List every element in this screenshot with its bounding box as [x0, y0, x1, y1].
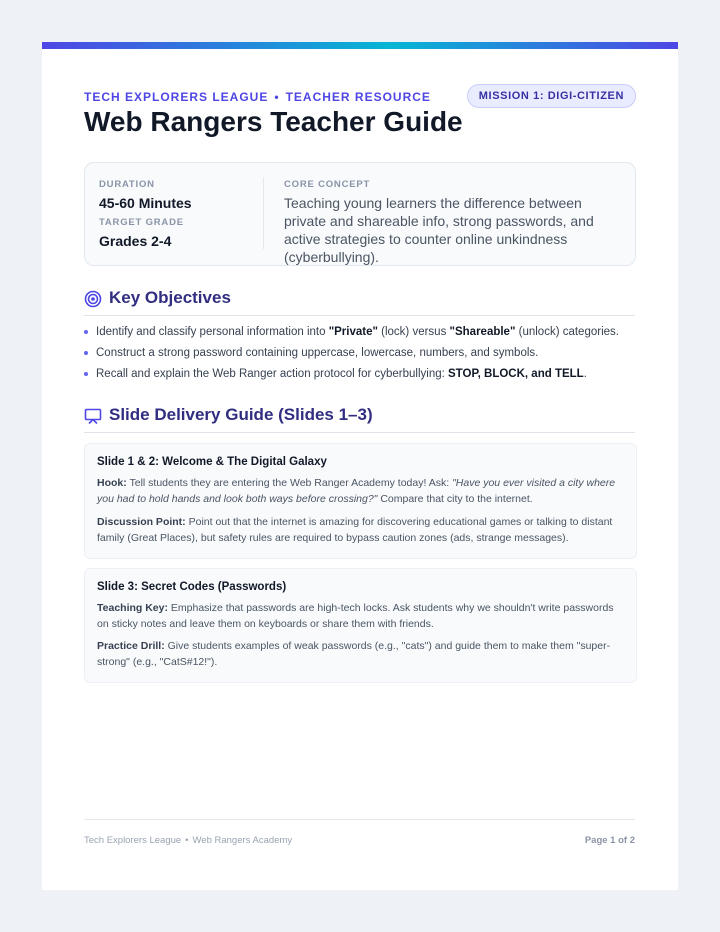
- teaching-key-paragraph: [97, 600, 617, 632]
- objective-text: .: [583, 368, 587, 380]
- page-title: Web Rangers Teacher Guide: [84, 106, 463, 137]
- objective-item: [84, 366, 644, 387]
- practice-drill-paragraph: [97, 638, 617, 670]
- slides-title: Slide Delivery Guide (Slides 1–3): [109, 405, 373, 424]
- discussion-paragraph: [97, 514, 617, 546]
- info-divider: [263, 177, 264, 249]
- target-icon: [84, 290, 102, 308]
- concept-text: Teaching young learners the difference between private and shareable info, strong passwords, and active strategies to counter online unkindness (cyberbullying).: [284, 195, 594, 265]
- footer-org-name: Tech Explorers League: [84, 835, 182, 846]
- duration-label: DURATION: [99, 179, 155, 190]
- practice-drill-text: Give students examples of weak passwords (e.g., "cats") and guide them to make them "super-strong" (e.g., "CatS#12!").: [97, 640, 611, 668]
- info-card: [84, 162, 636, 266]
- hook-text: Tell students they are entering the Web Ranger Academy today! Ask:: [126, 477, 453, 489]
- accent-bar: [42, 42, 678, 49]
- objective-bold: "Private": [328, 326, 378, 338]
- hook-label: Hook:: [97, 477, 127, 489]
- objective-bold: STOP, BLOCK, and TELL: [448, 368, 584, 380]
- eyebrow: [84, 90, 431, 104]
- footer-academy: Web Rangers Academy: [192, 835, 293, 846]
- objective-text: (lock) versus: [377, 326, 450, 338]
- objective-text: (unlock) categories.: [515, 326, 619, 338]
- duration-value: 45-60 Minutes: [99, 195, 192, 211]
- discussion-label: Discussion Point:: [97, 516, 186, 528]
- objective-text: Construct a strong password containing uppercase, lowercase, numbers, and symbols.: [96, 347, 539, 359]
- slides-header: [84, 402, 635, 433]
- objective-item: [84, 324, 644, 345]
- mission-badge: MISSION 1: DIGI-CITIZEN: [467, 84, 636, 108]
- presentation-icon: [84, 407, 102, 425]
- grade-value: Grades 2-4: [99, 233, 172, 249]
- footer-org: [84, 835, 292, 846]
- eyebrow-org: TECH EXPLORERS LEAGUE: [84, 90, 269, 104]
- discussion-text: Point out that the internet is amazing for discovering educational games or talking to distant family (Great Places), but safety rules are required to bypass caution zones (ads, strange messages).: [97, 516, 613, 544]
- hook-quote: "Have you ever visited a city where you had to hold hands and look both ways before crossing?": [97, 477, 616, 505]
- slide-card-title: Slide 3: Secret Codes (Passwords): [97, 581, 287, 593]
- objectives-title: Key Objectives: [109, 288, 231, 307]
- teaching-key-text: Emphasize that passwords are high-tech locks. Ask students why we shouldn't write passwords on sticky notes and leave them on keyboards or share them with friends.: [97, 602, 614, 630]
- document-page: [42, 42, 678, 890]
- eyebrow-separator: •: [274, 90, 280, 104]
- objective-text: Recall and explain the Web Ranger action protocol for cyberbullying:: [96, 368, 449, 380]
- slide-card-2: [84, 568, 637, 683]
- objectives-header: [84, 285, 635, 316]
- footer-divider: [84, 819, 635, 820]
- objective-item: [84, 345, 644, 366]
- hook-text: Compare that city to the internet.: [377, 493, 533, 505]
- slide-card-title: Slide 1 & 2: Welcome & The Digital Galaxy: [97, 456, 327, 468]
- objective-text: Identify and classify personal information into: [96, 326, 329, 338]
- eyebrow-resource: TEACHER RESOURCE: [285, 90, 431, 104]
- practice-drill-label: Practice Drill:: [97, 640, 165, 652]
- objective-bold: "Shareable": [449, 326, 516, 338]
- slide-card-1: [84, 443, 637, 559]
- footer-separator: •: [185, 835, 189, 846]
- teaching-key-label: Teaching Key:: [97, 602, 168, 614]
- concept-label: CORE CONCEPT: [284, 179, 371, 190]
- grade-label: TARGET GRADE: [99, 217, 184, 228]
- hook-paragraph: [97, 475, 617, 507]
- objectives-list: [84, 324, 644, 387]
- page-number: Page 1 of 2: [584, 835, 635, 846]
